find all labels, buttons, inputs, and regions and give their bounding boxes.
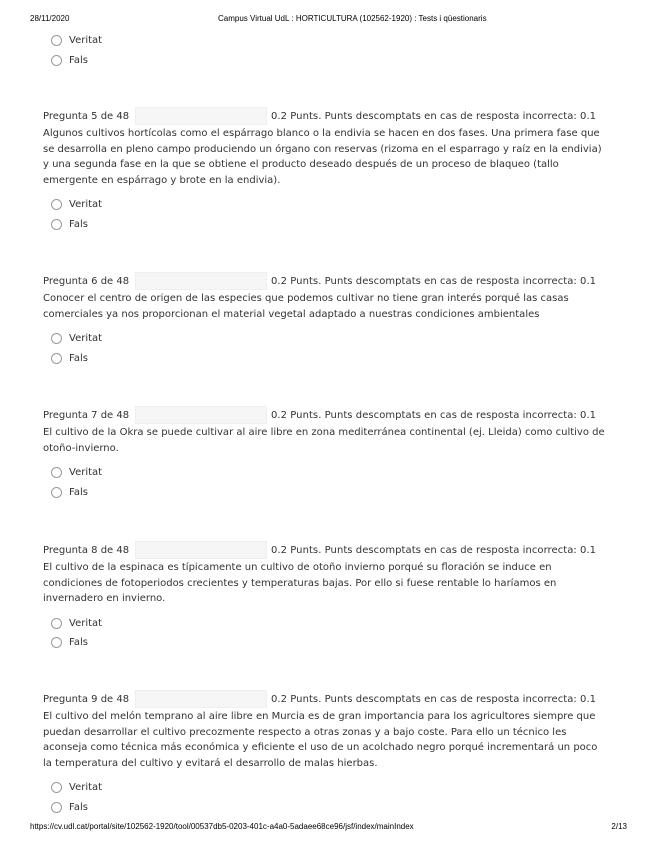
- option-true[interactable]: [51, 329, 608, 349]
- option-true[interactable]: [51, 778, 608, 798]
- question-5: [43, 106, 608, 234]
- option-label: Veritat: [69, 199, 103, 211]
- option-false[interactable]: [51, 349, 608, 369]
- radio-button[interactable]: [51, 782, 62, 793]
- question-7: [43, 405, 608, 502]
- question-points: 0.2 Punts. Punts descomptats en cas de resposta incorrecta: 0.1: [271, 110, 597, 122]
- option-label: Fals: [69, 637, 88, 649]
- score-field: [135, 541, 267, 559]
- question-text: Conocer el centro de origen de las especies que podemos cultivar no tiene gran interés porqué las casas comerciales ya nos proporcionan el material vegetal adaptado a nuestras condiciones ambientales: [43, 293, 569, 320]
- option-true[interactable]: [51, 195, 608, 215]
- question-header: [43, 405, 608, 425]
- option-label: Veritat: [69, 782, 103, 794]
- option-label: Fals: [69, 801, 88, 813]
- question-points: 0.2 Punts. Punts descomptats en cas de resposta incorrecta: 0.1: [271, 693, 597, 705]
- question-9: [43, 689, 608, 817]
- question-points: 0.2 Punts. Punts descomptats en cas de resposta incorrecta: 0.1: [271, 275, 597, 287]
- option-label: Veritat: [69, 617, 103, 629]
- radio-button[interactable]: [51, 55, 62, 66]
- option-true[interactable]: [51, 614, 608, 634]
- print-header: [30, 14, 627, 23]
- radio-button[interactable]: [51, 487, 62, 498]
- option-false[interactable]: [51, 51, 608, 71]
- question-number: Pregunta 6 de 48: [43, 275, 130, 287]
- question-header: [43, 271, 608, 291]
- question-header: [43, 540, 608, 560]
- option-false[interactable]: [51, 215, 608, 235]
- question-text: Algunos cultivos hortícolas como el espárrago blanco o la endivia se hacen en dos fases. Una primera fase que se desarrolla en pleno campo produciendo un órgano con reservas (rizoma en el esparrago y raíz en la endivia) y una segunda fase en la que se obtiene el producto deseado después de un proceso de blaqueo (tallo emergente en espárrago y brote en la endivia).: [43, 128, 602, 186]
- question-text: El cultivo de la espinaca es típicamente un cultivo de otoño invierno porqué su floración se induce en condiciones de fotoperiodos crecientes y temperaturas bajas. Por ello si fuese rentable lo haríamos en invernadero en invierno.: [43, 562, 557, 604]
- question-text: El cultivo del melón temprano al aire libre en Murcia es de gran importancia para los agricultores siempre que puedan desarrollar el cultivo precozmente respecto a otras zonas y a bajo coste. Para ello un técnico les aconseja como técnica más económica y eficiente el uso de un acolchado negro porqué incrementará un poco la temperatura del cultivo y evitará el desarrollo de malas hierbas.: [43, 711, 598, 769]
- radio-button[interactable]: [51, 353, 62, 364]
- option-label: Veritat: [69, 333, 103, 345]
- option-false[interactable]: [51, 483, 608, 503]
- option-label: Veritat: [69, 35, 103, 47]
- option-true[interactable]: [51, 31, 608, 51]
- radio-button[interactable]: [51, 802, 62, 813]
- print-url: https://cv.udl.cat/portal/site/102562-1920/tool/00537db5-0203-401c-a4a0-5adaee68ce96/jsf/index/mainIndex: [30, 822, 414, 831]
- option-true[interactable]: [51, 463, 608, 483]
- radio-button[interactable]: [51, 637, 62, 648]
- print-title: Campus Virtual UdL : HORTICULTURA (102562-1920) : Tests i qüestionaris: [218, 14, 487, 23]
- option-label: Fals: [69, 352, 88, 364]
- option-label: Fals: [69, 54, 88, 66]
- option-label: Fals: [69, 218, 88, 230]
- question-number: Pregunta 9 de 48: [43, 693, 130, 705]
- radio-button[interactable]: [51, 199, 62, 210]
- question-header: [43, 106, 608, 126]
- radio-button[interactable]: [51, 219, 62, 230]
- question-number: Pregunta 8 de 48: [43, 544, 130, 556]
- question-number: Pregunta 5 de 48: [43, 110, 130, 122]
- question-text: El cultivo de la Okra se puede cultivar al aire libre en zona mediterránea continental (ej. Lleida) como cultivo de otoño-invierno.: [43, 427, 605, 454]
- score-field: [135, 107, 267, 125]
- score-field: [135, 272, 267, 290]
- radio-button[interactable]: [51, 333, 62, 344]
- score-field: [135, 406, 267, 424]
- question-points: 0.2 Punts. Punts descomptats en cas de resposta incorrecta: 0.1: [271, 409, 597, 421]
- radio-button[interactable]: [51, 618, 62, 629]
- question-6: [43, 271, 608, 368]
- page-number: 2/13: [611, 822, 627, 831]
- print-footer: [30, 822, 627, 831]
- question-8: [43, 540, 608, 653]
- option-false[interactable]: [51, 633, 608, 653]
- option-label: Veritat: [69, 467, 103, 479]
- option-label: Fals: [69, 486, 88, 498]
- question-header: [43, 689, 608, 709]
- score-field: [135, 690, 267, 708]
- radio-button[interactable]: [51, 35, 62, 46]
- radio-button[interactable]: [51, 467, 62, 478]
- print-date: 28/11/2020: [30, 14, 70, 23]
- question-4-options: [43, 31, 608, 70]
- question-points: 0.2 Punts. Punts descomptats en cas de resposta incorrecta: 0.1: [271, 544, 597, 556]
- question-number: Pregunta 7 de 48: [43, 409, 130, 421]
- option-false[interactable]: [51, 798, 608, 818]
